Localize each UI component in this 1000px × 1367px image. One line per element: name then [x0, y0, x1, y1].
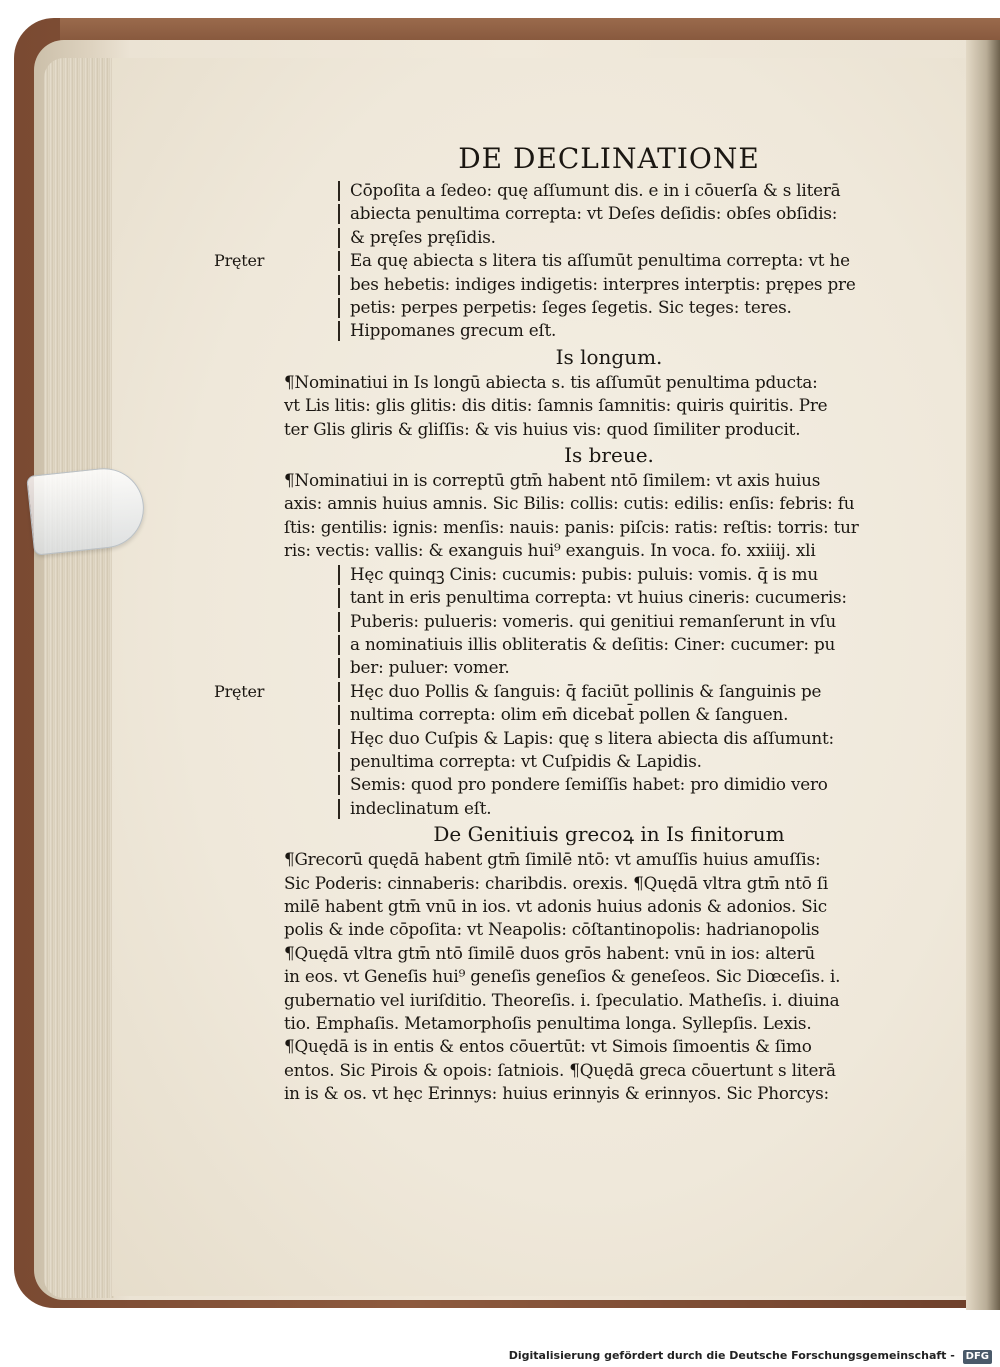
bracket-mark — [338, 775, 346, 795]
line-text: ſtis: gentilis: ignis: menſis: nauis: panis: piſcis: ratis: reſtis: torris: tur — [284, 516, 859, 537]
section-heading: De Genitiuis grecoꝝ in Is finitorum — [433, 822, 785, 847]
bracket-mark — [338, 321, 346, 341]
text-line — [214, 680, 934, 703]
line-text: axis: amnis huius amnis. Sic Bilis: collis: cutis: edilis: enſis: febris: fu — [284, 493, 855, 514]
page-title: DE DECLINATIONE — [458, 142, 760, 175]
text-line — [284, 750, 934, 773]
section — [284, 821, 934, 1105]
line-text: ¶Nominatiui in Is longū abiecta s. tis aſſumūt penultima pducta: — [284, 371, 818, 392]
line-text: Sic Poderis: cinnaberis: charibdis. orexis. ¶Quędā vltra gtm̄ ntō ſi — [284, 872, 829, 893]
line-text: ¶Quędā is in entis & entos cōuertūt: vt Simois ſimoentis & ſimo — [284, 1036, 812, 1057]
bracket-mark — [338, 565, 346, 585]
line-text: ¶Quędā vltra gtm̄ ntō ſimilē duos grōs habent: vnū in ios: alterū — [284, 942, 815, 963]
text-line — [284, 516, 934, 539]
section-heading: Is longum. — [555, 344, 663, 369]
text-line — [284, 319, 934, 342]
text-line — [284, 656, 934, 679]
text-line — [284, 895, 934, 918]
text-line — [284, 773, 934, 796]
text-line — [284, 610, 934, 633]
text-line — [284, 872, 934, 895]
section — [214, 179, 934, 343]
line-text: Hęc duo Pollis & ſanguis: q̄ faciūt pollinis & ſanguinis pe — [350, 680, 822, 701]
margin-note: Pręter — [214, 681, 265, 701]
text-line — [284, 418, 934, 441]
line-text: petis: perpes perpetis: ſeges ſegetis. Sic teges: teres. — [350, 297, 792, 318]
line-text: Ea quę abiecta s litera tis aſſumūt penultima correpta: vt he — [350, 250, 850, 271]
line-text: penultima correpta: vt Cuſpidis & Lapidis. — [350, 750, 702, 771]
line-text: Cōpoſita a ſedeo: quę aſſumunt dis. e in i cōuerſa & s literā — [350, 180, 841, 200]
text-line — [284, 727, 934, 750]
text-line — [284, 797, 934, 820]
bracket-mark — [338, 204, 346, 224]
line-text: nultima correpta: olim em̄ dicebat̄ pollen & ſanguen. — [350, 704, 789, 725]
text-line — [284, 1035, 934, 1058]
bracket-mark — [338, 588, 346, 608]
line-text: tant in eris penultima correpta: vt huius cineris: cucumeris: — [350, 587, 847, 608]
sections-container — [214, 179, 934, 1106]
text-line — [284, 296, 934, 319]
line-text: ter Glis gliris & gliſſis: & vis huius vis: quod ſimiliter producit. — [284, 418, 801, 439]
text-line — [284, 633, 934, 656]
line-text: ber: puluer: vomer. — [350, 657, 510, 678]
text-line — [284, 1012, 934, 1035]
text-line — [284, 563, 934, 586]
text-line — [284, 179, 934, 202]
section — [214, 442, 934, 820]
line-text: tio. Emphaſis. Metamorphoſis penultima longa. Syllepſis. Lexis. — [284, 1013, 812, 1033]
line-text: vt Lis litis: glis glitis: dis ditis: ſamnis ſamnitis: quiris quiritis. Pre — [284, 395, 828, 416]
line-text: milē habent gtm̄ vnū in ios. vt adonis huius adonis & adonios. Sic — [284, 895, 827, 916]
line-text: ¶Grecorū quędā habent gtm̄ ſimilē ntō: vt amuſſis huius amuſſis: — [284, 849, 821, 870]
line-text: a nominatiuis illis obliteratis & deſitis: Ciner: cucumer: pu — [350, 633, 836, 654]
bracket-mark — [338, 729, 346, 749]
bracket-mark — [338, 658, 346, 678]
line-text: ¶Nominatiui in is correptū gtm̄ habent ntō ſimilem: vt axis huius — [284, 470, 821, 491]
page-text — [214, 142, 934, 1106]
bracket-mark — [338, 799, 346, 819]
text-line — [284, 469, 934, 492]
text-line — [284, 539, 934, 562]
book-gutter — [966, 40, 1000, 1310]
bracket-mark — [338, 635, 346, 655]
text-line — [284, 1082, 934, 1105]
text-line — [284, 703, 934, 726]
text-line — [284, 226, 934, 249]
footer-bar — [0, 1344, 1000, 1367]
bracket-mark — [338, 705, 346, 725]
text-line — [284, 394, 934, 417]
margin-note: Pręter — [214, 251, 265, 271]
text-line — [284, 942, 934, 965]
dfg-logo-icon: DFG — [963, 1350, 992, 1364]
text-line — [284, 202, 934, 225]
bracket-mark — [338, 682, 346, 702]
text-line — [284, 1059, 934, 1082]
line-text: Semis: quod pro pondere ſemiſſis habet: pro dimidio vero — [350, 774, 828, 795]
line-text: entos. Sic Pirois & opois: ſatniois. ¶Quędā greca cōuertunt s literā — [284, 1059, 836, 1080]
text-line — [284, 989, 934, 1012]
bracket-mark — [338, 275, 346, 295]
text-line — [284, 273, 934, 296]
bracket-mark — [338, 251, 346, 271]
line-text: bes hebetis: indiges indigetis: interpres interptis: prępes pre — [350, 273, 856, 294]
line-text: polis & inde cōpoſita: vt Neapolis: cōſtantinopolis: hadrianopolis — [284, 919, 820, 940]
line-text: ris: vectis: vallis: & exanguis hui⁹ exanguis. In voca. fo. xxiiij. xli — [284, 540, 816, 561]
bracket-mark — [338, 228, 346, 248]
line-text: Hippomanes grecum eſt. — [350, 320, 557, 341]
text-line — [284, 586, 934, 609]
line-text: indeclinatum eſt. — [350, 797, 492, 818]
line-text: abiecta penultima correpta: vt Deſes deſidis: obſes obſidis: — [350, 203, 838, 224]
line-text: Hęc quinqꝫ Cinis: cucumis: pubis: puluis: vomis. q̄ is mu — [350, 563, 818, 584]
text-line — [214, 249, 934, 272]
text-line — [284, 965, 934, 988]
section-heading: Is breue. — [564, 443, 654, 468]
text-line — [284, 371, 934, 394]
section — [284, 344, 934, 441]
text-line — [284, 492, 934, 515]
text-line — [284, 918, 934, 941]
bracket-mark — [338, 181, 346, 201]
line-text: in eos. vt Geneſis hui⁹ geneſis geneſios & geneſeos. Sic Diœceſis. i. — [284, 966, 841, 987]
bracket-mark — [338, 298, 346, 318]
page-fore-edge — [44, 58, 114, 1298]
text-line — [284, 848, 934, 871]
footer-credit: Digitalisierung gefördert durch die Deutsche Forschungsgemeinschaft - — [508, 1349, 955, 1362]
line-text: Puberis: pulueris: vomeris. qui genitiui remanſerunt in vſu — [350, 610, 836, 631]
line-text: gubernatio vel iuriſditio. Theoreſis. i. ſpeculatio. Matheſis. i. diuina — [284, 989, 840, 1010]
line-text: & pręſes pręſidis. — [350, 226, 496, 247]
line-text: Hęc duo Cuſpis & Lapis: quę s litera abiecta dis aſſumunt: — [350, 727, 835, 748]
bracket-mark — [338, 752, 346, 772]
line-text: in is & os. vt hęc Erinnys: huius erinnyis & erinnyos. Sic Phorcys: — [284, 1083, 829, 1104]
bracket-mark — [338, 612, 346, 632]
